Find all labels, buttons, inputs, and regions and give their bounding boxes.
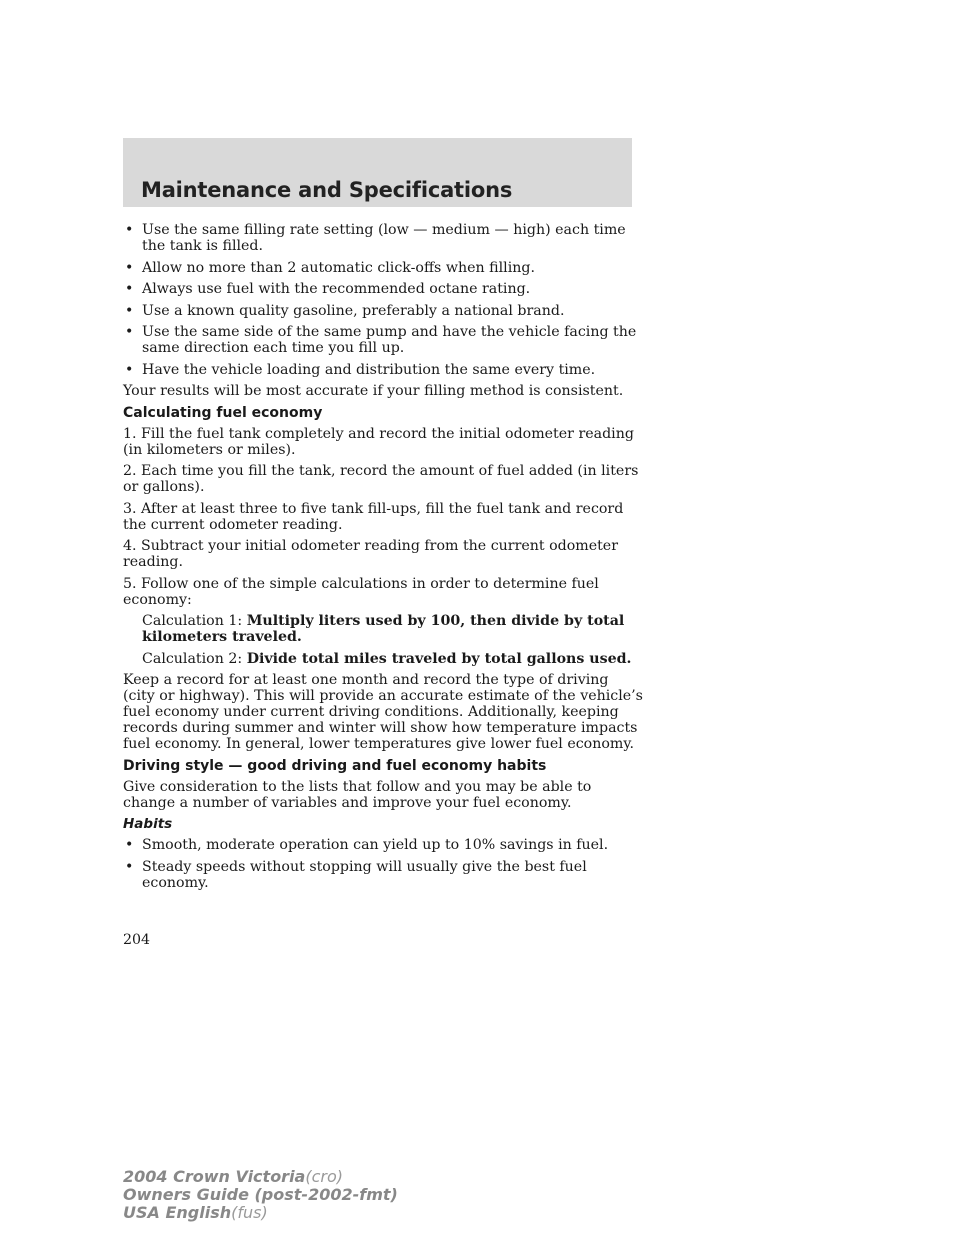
calculation-1-label: Calculation 1: <box>142 613 247 629</box>
list-item-text: Steady speeds without stopping will usually give the best fuel economy. <box>142 858 587 891</box>
bullet-icon: • <box>125 222 134 238</box>
list-item <box>123 837 643 853</box>
list-item-text: Smooth, moderate operation can yield up to 10% savings in fuel. <box>142 837 609 853</box>
list-item <box>123 260 643 276</box>
section-title: Maintenance and Specifications <box>141 178 513 202</box>
bullet-icon: • <box>125 259 134 276</box>
list-item <box>123 859 643 891</box>
list-item-text: Have the vehicle loading and distribution the same every time. <box>142 361 596 378</box>
footer-language-code: (fus) <box>231 1203 268 1222</box>
step-5: 5. Follow one of the simple calculations in order to determine fuel economy: <box>123 575 599 608</box>
driving-style-intro: Give consideration to the lists that follow and you may be able to change a number of variables and improve your fuel economy. <box>123 778 592 811</box>
consistency-note: Your results will be most accurate if your filling method is consistent. <box>123 383 624 399</box>
bullet-icon: • <box>125 837 134 853</box>
bullet-icon: • <box>125 324 134 340</box>
habits-heading: Habits <box>123 816 173 832</box>
list-item-text: Use the same side of the same pump and have the vehicle facing the same direction each time you fill up. <box>142 324 637 356</box>
list-item <box>123 281 643 297</box>
driving-style-heading: Driving style — good driving and fuel economy habits <box>123 757 547 774</box>
list-item-text: Always use fuel with the recommended octane rating. <box>142 281 531 297</box>
bullet-icon: • <box>125 302 134 319</box>
page-content <box>123 222 643 896</box>
footer-language: USA English <box>123 1203 232 1222</box>
page-number: 204 <box>123 932 151 948</box>
calculation-1-text: Multiply liters used by 100, then divide by total kilometers traveled. <box>142 613 625 645</box>
bullet-icon: • <box>125 858 134 875</box>
footer-line-3 <box>123 1204 398 1222</box>
bullet-icon: • <box>125 281 134 297</box>
footer-metadata <box>123 1168 398 1222</box>
list-item <box>123 362 643 378</box>
step-3: 3. After at least three to five tank fill-ups, fill the fuel tank and record the current odometer reading. <box>123 500 624 533</box>
list-item-text: Use a known quality gasoline, preferably a national brand. <box>142 302 565 319</box>
footer-guide: Owners Guide (post-2002-fmt) <box>123 1185 398 1204</box>
list-item-text: Use the same filling rate setting (low — medium — high) each time the tank is filled. <box>142 222 626 254</box>
bullet-icon: • <box>125 361 134 378</box>
step-4: 4. Subtract your initial odometer reading from the current odometer reading. <box>123 538 618 570</box>
list-item <box>123 303 643 319</box>
list-item <box>123 324 643 356</box>
list-item-text: Allow no more than 2 automatic click-offs when filling. <box>142 259 535 276</box>
calculating-heading: Calculating fuel economy <box>123 404 323 421</box>
calculation-2-text: Divide total miles traveled by total gallons used. <box>246 650 632 667</box>
footer-line-1 <box>123 1168 398 1186</box>
calculation-2 <box>123 651 643 667</box>
footer-model: 2004 Crown Victoria <box>123 1167 306 1186</box>
footer-model-code: (cro) <box>305 1167 344 1186</box>
step-2: 2. Each time you fill the tank, record the amount of fuel added (in liters or gallons). <box>123 463 639 495</box>
calculation-1 <box>123 613 643 645</box>
calculation-2-label: Calculation 2: <box>142 650 247 667</box>
footer-line-2 <box>123 1186 398 1204</box>
list-item <box>123 222 643 254</box>
record-note: Keep a record for at least one month and record the type of driving (city or highway). This will provide an accurate estimate of the vehicle’s fuel economy under current driving conditions. Additionally, keeping records during summer and winter will show how temperature impacts fuel economy. In general, lower temperatures give lower fuel economy. <box>123 672 643 752</box>
step-1: 1. Fill the fuel tank completely and record the initial odometer reading (in kilometers or miles). <box>123 425 634 458</box>
